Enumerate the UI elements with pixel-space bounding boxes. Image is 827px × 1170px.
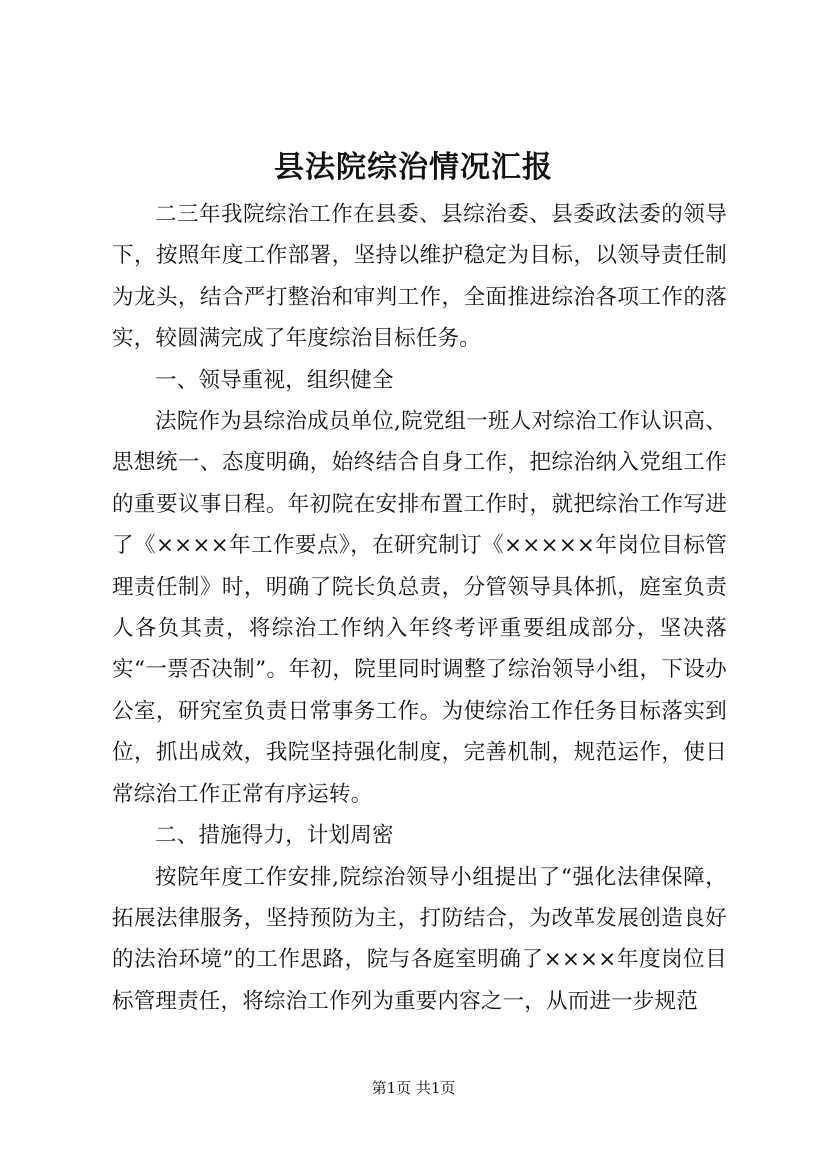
paragraph-section-2: 按院年度工作安排,院综治领导小组提出了“强化法律保障，拓展法律服务，坚持预防为主，打防结合，为改革发展创造良好的法治环境”的工作思路，院与各庭室明确了××××年度岗位目标管理责任，将综治工作列为重要内容之一，从而进一步规范: [112, 864, 727, 1014]
document-title: 县法院综治情况汇报: [274, 150, 553, 185]
document-body: [112, 194, 727, 1022]
paragraph-intro: 二三年我院综治工作在县委、县综治委、县委政法委的领导下，按照年度工作部署，坚持以维护稳定为目标，以领导责任制为龙头，结合严打整治和审判工作，全面推进综治各项工作的落实，较圆满完成了年度综治目标任务。: [112, 202, 727, 352]
page-footer: 第1页 共1页: [371, 1079, 456, 1097]
section-heading-2: 二、措施得力，计划周密: [155, 823, 394, 849]
section-heading-1: 一、领导重视，组织健全: [155, 367, 394, 393]
paragraph-section-1: 法院作为县综治成员单位,院党组一班人对综治工作认识高、思想统一、态度明确，始终结合自身工作，把综治纳入党组工作的重要议事日程。年初院在安排布置工作时，就把综治工作写进了《××××年工作要点》，在研究制订《×××××年岗位目标管理责任制》时，明确了院长负总责，分管领导具体抓，庭室负责人各负其责，将综治工作纳入年终考评重要组成部分，坚决落实“一票否决制”。年初，院里同时调整了综治领导小组，下设办公室，研究室负责日常事务工作。为使综治工作任务目标落实到位，抓出成效，我院坚持强化制度，完善机制，规范运作，使日常综治工作正常有序运转。: [112, 409, 727, 807]
